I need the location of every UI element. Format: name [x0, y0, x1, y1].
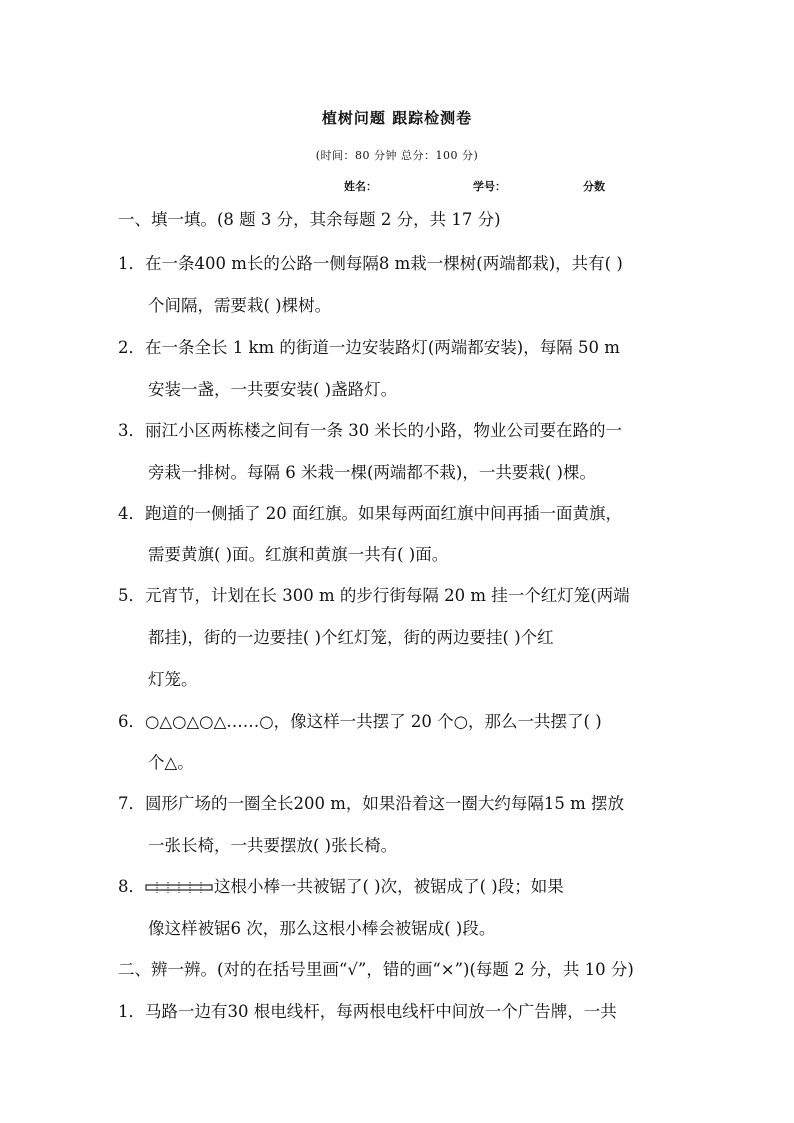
question-3-line-1: 3．丽江小区两栋楼之间有一条 30 米长的小路，物业公司要在路的一: [118, 421, 622, 440]
question-1-line-2: 个间隔，需要栽( )棵树。: [148, 296, 332, 315]
question-4-line-2: 需要黄旗( )面。红旗和黄旗一共有( )面。: [148, 545, 449, 564]
question-2-line-1: 2．在一条全长 1 km 的街道一边安装路灯(两端都安装)，每隔 50 m: [118, 338, 620, 357]
question-6-line-1: 6．○△○△○△……○，像这样一共摆了 20 个○，那么一共摆了( ): [118, 712, 602, 731]
page-title: 植树问题 跟踪检测卷: [321, 109, 473, 127]
question-8-line-2: 像这样被锯6 次，那么这根小棒会被锯成( )段。: [148, 919, 496, 938]
question-7-line-1: 7．圆形广场的一圈全长200 m，如果沿着这一圈大约每隔15 m 摆放: [118, 794, 625, 813]
section-1-heading: 一、填一填。(8 题 3 分，其余每题 2 分，共 17 分): [118, 210, 501, 229]
student-id-label: 学号：: [473, 180, 506, 193]
question-5-line-1: 5．元宵节，计划在长 300 m 的步行街每隔 20 m 挂一个红灯笼(两端: [118, 586, 630, 605]
question-6-line-2: 个△。: [148, 753, 194, 772]
exam-time-score-note: (时间：80 分钟 总分：100 分): [315, 149, 479, 162]
score-label: 分数: [583, 180, 605, 193]
question-8-line-1-text: 这根小棒一共被锯了( )次，被锯成了( )段；如果: [214, 877, 564, 896]
name-label: 姓名：: [344, 180, 377, 193]
question-2-line-2: 安装一盏，一共要安装( )盏路灯。: [148, 380, 398, 399]
question-5-line-2: 都挂)，街的一边要挂( )个红灯笼，街的两边要挂( )个红: [148, 628, 554, 647]
question-3-line-2: 旁栽一排树。每隔 6 米栽一棵(两端都不栽)，一共要栽( )棵。: [148, 463, 596, 482]
section-2-question-1-line-1: 1．马路一边有30 根电线杆，每两根电线杆中间放一个广告牌，一共: [118, 1002, 617, 1021]
section-2-heading: 二、辨一辨。(对的在括号里画“√”，错的画“×”)(每题 2 分，共 10 分): [118, 960, 634, 979]
question-8-number: 8．: [118, 877, 145, 896]
question-5-line-3: 灯笼。: [148, 670, 198, 689]
question-1-line-1: 1．在一条400 m长的公路一侧每隔8 m栽一棵树(两端都栽)，共有( ): [118, 254, 623, 273]
question-8-line-1: [118, 876, 564, 898]
sawn-stick-figure: [145, 881, 213, 894]
question-7-line-2: 一张长椅，一共要摆放( )张长椅。: [148, 836, 398, 855]
question-4-line-1: 4．跑道的一侧插了 20 面红旗。如果每两面红旗中间再插一面黄旗，: [118, 504, 622, 523]
